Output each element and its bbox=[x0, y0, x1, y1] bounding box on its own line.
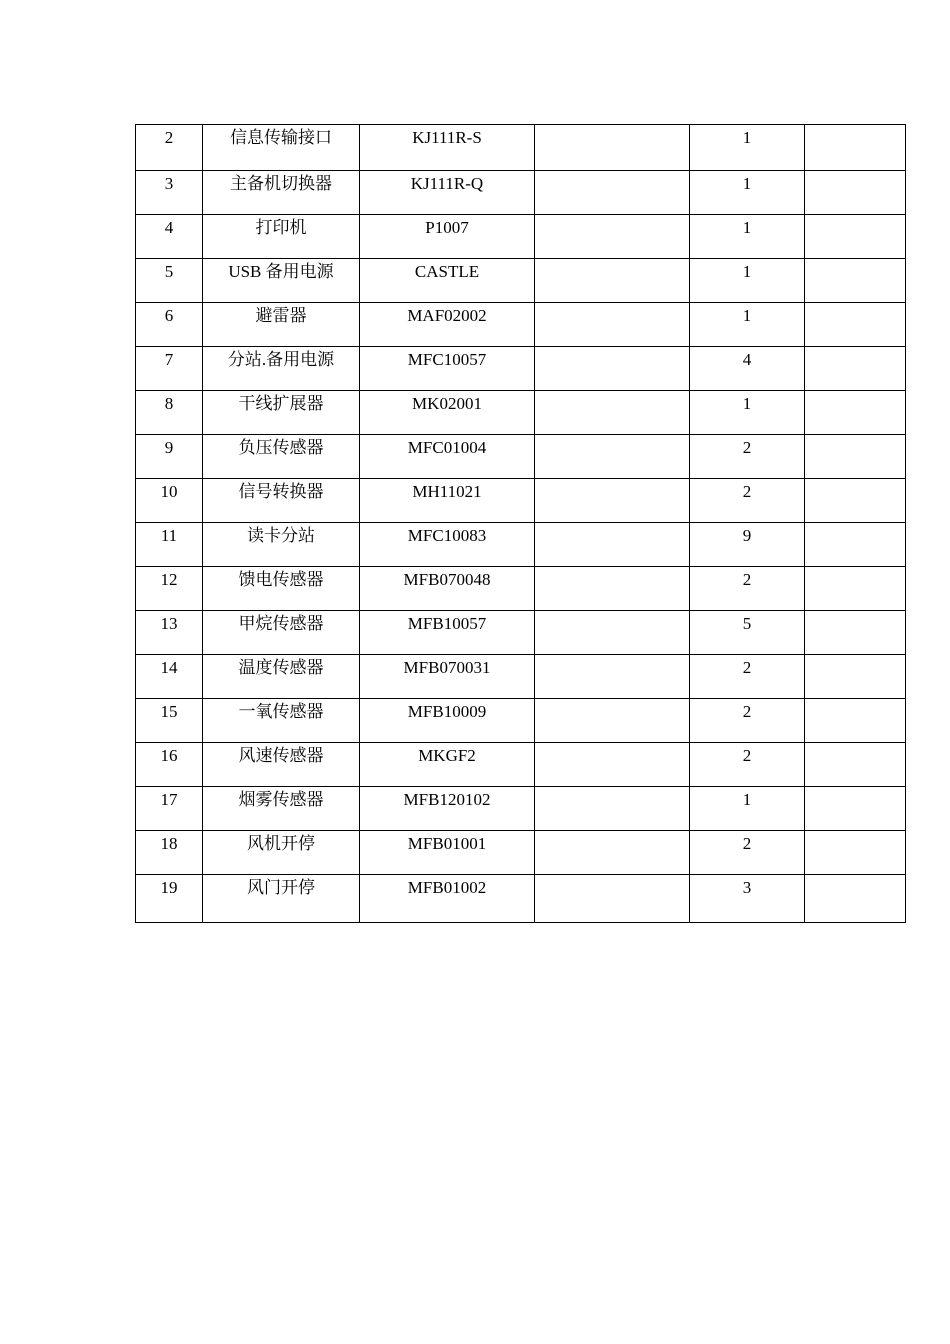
spec-cell bbox=[535, 435, 690, 479]
equipment-name-cell: 避雷器 bbox=[203, 303, 360, 347]
row-number-cell: 15 bbox=[136, 699, 203, 743]
table-row bbox=[136, 743, 906, 787]
table-row bbox=[136, 655, 906, 699]
equipment-name-cell: 一氧传感器 bbox=[203, 699, 360, 743]
spec-cell bbox=[535, 259, 690, 303]
equipment-name-cell: 温度传感器 bbox=[203, 655, 360, 699]
table-row bbox=[136, 171, 906, 215]
row-number-cell: 9 bbox=[136, 435, 203, 479]
row-number-cell: 17 bbox=[136, 787, 203, 831]
spec-cell bbox=[535, 875, 690, 923]
model-number-cell: MFB070031 bbox=[360, 655, 535, 699]
table-row bbox=[136, 125, 906, 171]
row-number-cell: 2 bbox=[136, 125, 203, 171]
model-number-cell: KJ111R-S bbox=[360, 125, 535, 171]
equipment-name-cell: 风速传感器 bbox=[203, 743, 360, 787]
equipment-name-cell: 烟雾传感器 bbox=[203, 787, 360, 831]
row-number-cell: 12 bbox=[136, 567, 203, 611]
row-number-cell: 7 bbox=[136, 347, 203, 391]
equipment-name-cell: 信息传输接口 bbox=[203, 125, 360, 171]
table-row bbox=[136, 787, 906, 831]
quantity-cell: 2 bbox=[690, 567, 805, 611]
table-row bbox=[136, 215, 906, 259]
model-number-cell: KJ111R-Q bbox=[360, 171, 535, 215]
quantity-cell: 1 bbox=[690, 215, 805, 259]
row-number-cell: 5 bbox=[136, 259, 203, 303]
table-row bbox=[136, 259, 906, 303]
model-number-cell: MK02001 bbox=[360, 391, 535, 435]
remarks-cell bbox=[805, 479, 906, 523]
model-number-cell: P1007 bbox=[360, 215, 535, 259]
spec-cell bbox=[535, 655, 690, 699]
remarks-cell bbox=[805, 831, 906, 875]
quantity-cell: 2 bbox=[690, 655, 805, 699]
equipment-name-cell: 甲烷传感器 bbox=[203, 611, 360, 655]
equipment-table bbox=[135, 124, 906, 923]
table-row bbox=[136, 347, 906, 391]
remarks-cell bbox=[805, 875, 906, 923]
spec-cell bbox=[535, 125, 690, 171]
remarks-cell bbox=[805, 787, 906, 831]
model-number-cell: MFB01002 bbox=[360, 875, 535, 923]
equipment-name-cell: 馈电传感器 bbox=[203, 567, 360, 611]
model-number-cell: MAF02002 bbox=[360, 303, 535, 347]
table-row bbox=[136, 699, 906, 743]
model-number-cell: MFB10009 bbox=[360, 699, 535, 743]
equipment-name-cell: 干线扩展器 bbox=[203, 391, 360, 435]
quantity-cell: 1 bbox=[690, 171, 805, 215]
spec-cell bbox=[535, 611, 690, 655]
quantity-cell: 2 bbox=[690, 435, 805, 479]
table-row bbox=[136, 523, 906, 567]
equipment-name-cell: 主备机切换器 bbox=[203, 171, 360, 215]
table-row bbox=[136, 831, 906, 875]
spec-cell bbox=[535, 567, 690, 611]
model-number-cell: MFB01001 bbox=[360, 831, 535, 875]
model-number-cell: MFC10083 bbox=[360, 523, 535, 567]
table-row bbox=[136, 567, 906, 611]
quantity-cell: 1 bbox=[690, 787, 805, 831]
row-number-cell: 16 bbox=[136, 743, 203, 787]
spec-cell bbox=[535, 787, 690, 831]
spec-cell bbox=[535, 215, 690, 259]
table-row bbox=[136, 435, 906, 479]
quantity-cell: 1 bbox=[690, 303, 805, 347]
table-row bbox=[136, 875, 906, 923]
row-number-cell: 4 bbox=[136, 215, 203, 259]
quantity-cell: 1 bbox=[690, 125, 805, 171]
quantity-cell: 1 bbox=[690, 391, 805, 435]
model-number-cell: CASTLE bbox=[360, 259, 535, 303]
row-number-cell: 10 bbox=[136, 479, 203, 523]
model-number-cell: MH11021 bbox=[360, 479, 535, 523]
equipment-name-cell: 负压传感器 bbox=[203, 435, 360, 479]
spec-cell bbox=[535, 303, 690, 347]
spec-cell bbox=[535, 831, 690, 875]
remarks-cell bbox=[805, 743, 906, 787]
row-number-cell: 11 bbox=[136, 523, 203, 567]
equipment-name-cell: 信号转换器 bbox=[203, 479, 360, 523]
row-number-cell: 13 bbox=[136, 611, 203, 655]
spec-cell bbox=[535, 743, 690, 787]
model-number-cell: MFB10057 bbox=[360, 611, 535, 655]
equipment-name-cell: 读卡分站 bbox=[203, 523, 360, 567]
quantity-cell: 9 bbox=[690, 523, 805, 567]
model-number-cell: MFB070048 bbox=[360, 567, 535, 611]
quantity-cell: 2 bbox=[690, 479, 805, 523]
equipment-name-cell: 风机开停 bbox=[203, 831, 360, 875]
model-number-cell: MFC01004 bbox=[360, 435, 535, 479]
model-number-cell: MKGF2 bbox=[360, 743, 535, 787]
quantity-cell: 4 bbox=[690, 347, 805, 391]
model-number-cell: MFB120102 bbox=[360, 787, 535, 831]
equipment-name-cell: 分站.备用电源 bbox=[203, 347, 360, 391]
row-number-cell: 14 bbox=[136, 655, 203, 699]
remarks-cell bbox=[805, 259, 906, 303]
equipment-name-cell: 打印机 bbox=[203, 215, 360, 259]
remarks-cell bbox=[805, 391, 906, 435]
spec-cell bbox=[535, 523, 690, 567]
model-number-cell: MFC10057 bbox=[360, 347, 535, 391]
remarks-cell bbox=[805, 611, 906, 655]
remarks-cell bbox=[805, 435, 906, 479]
table-row bbox=[136, 391, 906, 435]
remarks-cell bbox=[805, 171, 906, 215]
remarks-cell bbox=[805, 523, 906, 567]
remarks-cell bbox=[805, 215, 906, 259]
spec-cell bbox=[535, 391, 690, 435]
quantity-cell: 3 bbox=[690, 875, 805, 923]
spec-cell bbox=[535, 347, 690, 391]
remarks-cell bbox=[805, 125, 906, 171]
row-number-cell: 18 bbox=[136, 831, 203, 875]
equipment-name-cell: USB 备用电源 bbox=[203, 259, 360, 303]
remarks-cell bbox=[805, 655, 906, 699]
table-row bbox=[136, 303, 906, 347]
row-number-cell: 3 bbox=[136, 171, 203, 215]
spec-cell bbox=[535, 699, 690, 743]
table-row bbox=[136, 611, 906, 655]
quantity-cell: 5 bbox=[690, 611, 805, 655]
row-number-cell: 6 bbox=[136, 303, 203, 347]
row-number-cell: 19 bbox=[136, 875, 203, 923]
equipment-table-body bbox=[136, 125, 906, 923]
spec-cell bbox=[535, 479, 690, 523]
table-row bbox=[136, 479, 906, 523]
remarks-cell bbox=[805, 303, 906, 347]
spec-cell bbox=[535, 171, 690, 215]
equipment-name-cell: 风门开停 bbox=[203, 875, 360, 923]
remarks-cell bbox=[805, 567, 906, 611]
quantity-cell: 2 bbox=[690, 743, 805, 787]
quantity-cell: 1 bbox=[690, 259, 805, 303]
quantity-cell: 2 bbox=[690, 831, 805, 875]
row-number-cell: 8 bbox=[136, 391, 203, 435]
remarks-cell bbox=[805, 699, 906, 743]
remarks-cell bbox=[805, 347, 906, 391]
quantity-cell: 2 bbox=[690, 699, 805, 743]
